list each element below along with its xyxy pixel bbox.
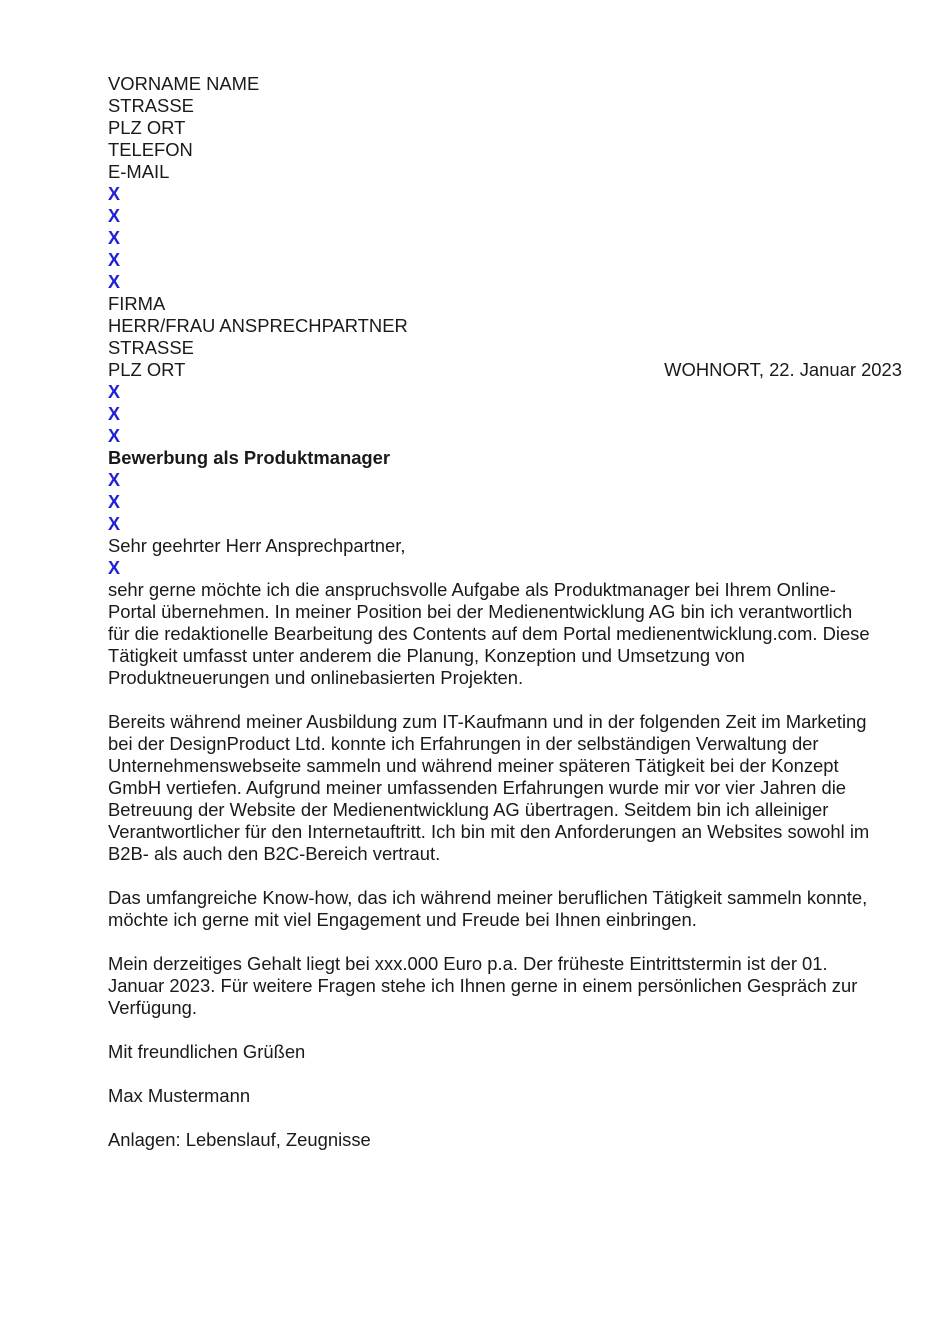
- paragraph-line: Portal übernehmen. In meiner Position bei der Medienentwicklung AG bin ich verantwortlich: [108, 601, 853, 622]
- paragraph-line: möchte ich gerne mit viel Engagement und Freude bei Ihnen einbringen.: [108, 909, 697, 930]
- spacer-marker: X: [108, 470, 121, 490]
- paragraph-line: B2B- als auch den B2C-Bereich vertraut.: [108, 843, 441, 864]
- signature-name: Max Mustermann: [108, 1085, 251, 1106]
- paragraph-line: Verfügung.: [108, 997, 197, 1018]
- recipient-street: STRASSE: [108, 337, 194, 358]
- paragraph-salary: [108, 953, 908, 1019]
- salutation: Sehr geehrter Herr Ansprechpartner,: [108, 535, 406, 556]
- paragraph-line: GmbH vertiefen. Aufgrund meiner umfassenden Erfahrungen wurde mir vor vier Jahren die: [108, 777, 847, 798]
- paragraph-knowhow: [108, 887, 908, 931]
- paragraph-line: Betreuung der Website der Medienentwicklung AG übertragen. Seitdem bin ich alleiniger: [108, 799, 829, 820]
- spacer-marker: X: [108, 404, 121, 424]
- paragraph-gap: [108, 689, 908, 711]
- paragraph-line: für die redaktionelle Bearbeitung des Contents auf dem Portal medienentwicklung.com. Diese: [108, 623, 870, 644]
- sender-phone: TELEFON: [108, 139, 193, 160]
- sender-name: VORNAME NAME: [108, 73, 260, 94]
- sender-block: [108, 73, 908, 183]
- paragraph-line: Produktneuerungen und onlinebasierten Projekten.: [108, 667, 524, 688]
- paragraph-gap: [108, 1019, 908, 1041]
- paragraph-line: Verantwortlicher für den Internetauftritt. Ich bin mit den Anforderungen an Websites sowohl im: [108, 821, 870, 842]
- paragraph-line: Das umfangreiche Know-how, das ich während meiner beruflichen Tätigkeit sammeln konnte,: [108, 887, 868, 908]
- paragraph-gap: [108, 931, 908, 953]
- attachments-line: Anlagen: Lebenslauf, Zeugnisse: [108, 1129, 371, 1150]
- letter-body: [108, 73, 908, 1151]
- paragraph-gap: [108, 1063, 908, 1085]
- closing: Mit freundlichen Grüßen: [108, 1041, 306, 1062]
- spacer-marker: X: [108, 426, 121, 446]
- sender-street: STRASSE: [108, 95, 194, 116]
- spacer-marker: X: [108, 250, 121, 270]
- paragraph-line: Bereits während meiner Ausbildung zum IT-Kaufmann und in der folgenden Zeit im Marketing: [108, 711, 867, 732]
- spacer-marker: X: [108, 272, 121, 292]
- paragraph-line: sehr gerne möchte ich die anspruchsvolle Aufgabe als Produktmanager bei Ihrem Online-: [108, 579, 836, 600]
- paragraph-gap: [108, 865, 908, 887]
- paragraph-line: Unternehmenswebseite sammeln und während meiner späteren Tätigkeit bei der Konzept: [108, 755, 839, 776]
- recipient-contact: HERR/FRAU ANSPRECHPARTNER: [108, 315, 408, 336]
- spacer-marker: X: [108, 492, 121, 512]
- paragraph-line: Mein derzeitiges Gehalt liegt bei xxx.000 Euro p.a. Der früheste Eintrittstermin ist der 01.: [108, 953, 828, 974]
- spacer-marker: X: [108, 558, 121, 578]
- spacer-marker: X: [108, 206, 121, 226]
- subject-line: Bewerbung als Produktmanager: [108, 447, 391, 468]
- recipient-city: PLZ ORT: [108, 359, 186, 380]
- recipient-company: FIRMA: [108, 293, 166, 314]
- spacer-marker: X: [108, 184, 121, 204]
- spacer-marker: X: [108, 514, 121, 534]
- paragraph-intro: [108, 579, 908, 689]
- paragraph-gap: [108, 1107, 908, 1129]
- paragraph-experience: [108, 711, 908, 865]
- sender-city: PLZ ORT: [108, 117, 186, 138]
- place-date: WOHNORT, 22. Januar 2023: [664, 359, 902, 380]
- paragraph-line: Tätigkeit umfasst unter anderem die Planung, Konzeption und Umsetzung von: [108, 645, 745, 666]
- paragraph-line: Januar 2023. Für weitere Fragen stehe ich Ihnen gerne in einem persönlichen Gespräch zur: [108, 975, 858, 996]
- paragraph-line: bei der DesignProduct Ltd. konnte ich Erfahrungen in der selbständigen Verwaltung der: [108, 733, 819, 754]
- spacer-marker: X: [108, 382, 121, 402]
- spacer-marker: X: [108, 228, 121, 248]
- sender-email: E-MAIL: [108, 161, 170, 182]
